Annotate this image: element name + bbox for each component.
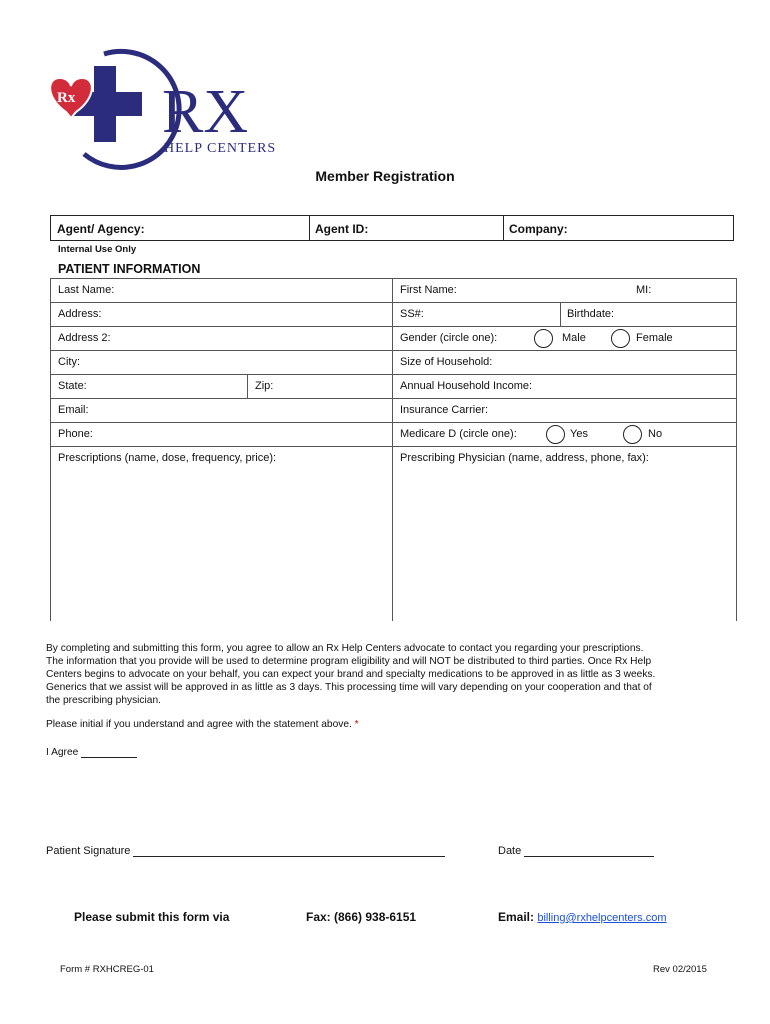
prescriptions-label: Prescriptions (name, dose, frequency, price): [58,452,277,464]
household-income-label: Annual Household Income: [400,380,533,392]
grid-line [50,350,737,351]
medicare-label: Medicare D (circle one): [400,428,517,440]
grid-line [50,446,737,447]
phone-label: Phone: [58,428,93,440]
form-title: Member Registration [315,168,455,184]
company-label: Company: [509,222,568,236]
grid-line [392,278,393,621]
initial-prompt [46,719,359,730]
no-label: No [648,428,663,440]
zip-label: Zip: [255,380,274,392]
agent-agency-label: Agent/ Agency: [57,222,145,236]
fax-number: Fax: (866) 938-6151 [306,910,417,924]
yes-label: Yes [570,428,588,440]
email-label: Email: [498,910,535,924]
last-name-label: Last Name: [58,284,115,296]
insurance-label: Insurance Carrier: [400,404,489,416]
logo-brand-text: RX [162,78,249,146]
agent-id-label: Agent ID: [315,222,369,236]
grid-line [736,278,737,621]
agreement-line: By completing and submitting this form, you agree to allow an Rx Help Centers advocate to contact you regarding your prescriptions. [46,643,644,654]
grid-line [50,398,737,399]
agent-id-field[interactable] [309,216,503,240]
signature-label: Patient Signature [46,845,131,857]
female-circle[interactable] [611,329,630,348]
date-field[interactable] [524,843,654,857]
revision-date: Rev 02/2015 [653,964,707,975]
patient-info-grid [50,278,737,621]
household-size-label: Size of Household: [400,356,493,368]
birthdate-label: Birthdate: [567,308,615,320]
gender-label: Gender (circle one): [400,332,498,344]
agreement-line: Centers begins to advocate on your behalf, you can expect your brand and specialty medications to be approved in as little as 3 weeks. [46,669,656,680]
first-name-label: First Name: [400,284,457,296]
grid-line [50,374,737,375]
grid-line [50,326,737,327]
internal-use-note: Internal Use Only [58,244,137,255]
submit-instructions: Please submit this form via [74,910,230,924]
form-number: Form # RXHCREG-01 [60,964,154,975]
required-asterisk: * [354,719,359,730]
address2-label: Address 2: [58,332,111,344]
city-label: City: [58,356,80,368]
signature-row [46,843,445,857]
date-label: Date [498,845,522,857]
agent-info-box [50,215,734,241]
signature-field[interactable] [133,843,445,857]
no-circle[interactable] [623,425,642,444]
agree-row [46,746,137,758]
male-label: Male [562,332,586,344]
patient-info-header: PATIENT INFORMATION [58,262,201,276]
grid-line [50,278,51,621]
ss-label: SS#: [400,308,424,320]
rx-help-centers-logo [44,34,294,174]
email-contact [498,910,667,924]
date-row [498,843,654,857]
yes-circle[interactable] [546,425,565,444]
grid-line [560,302,561,326]
state-label: State: [58,380,87,392]
agreement-line: the prescribing physician. [46,695,161,706]
male-circle[interactable] [534,329,553,348]
agreement-line: Generics that we assist will be approved in as little as 3 days. This processing time will vary depending on your cooperation and that of [46,682,652,693]
agree-initial-field[interactable] [81,746,137,758]
grid-line [50,422,737,423]
mi-label: MI: [636,284,652,296]
female-label: Female [636,332,673,344]
grid-line [50,278,737,279]
company-field[interactable] [503,216,733,240]
logo-badge-text: Rx [57,90,76,106]
logo-subtitle-text: HELP CENTERS [164,141,277,156]
agreement-paragraph [46,642,726,707]
agent-agency-field[interactable] [51,216,309,240]
agree-label: I Agree [46,747,79,758]
email-link[interactable]: billing@rxhelpcenters.com [537,912,667,924]
email-label: Email: [58,404,89,416]
agreement-line: The information that you provide will be used to determine program eligibility and will NOT be distributed to third parties. Once Rx Help [46,656,652,667]
physician-label: Prescribing Physician (name, address, phone, fax): [400,452,649,464]
initial-prompt-text: Please initial if you understand and agree with the statement above. [46,719,352,730]
grid-line [50,302,737,303]
grid-line [247,374,248,398]
address-label: Address: [58,308,102,320]
